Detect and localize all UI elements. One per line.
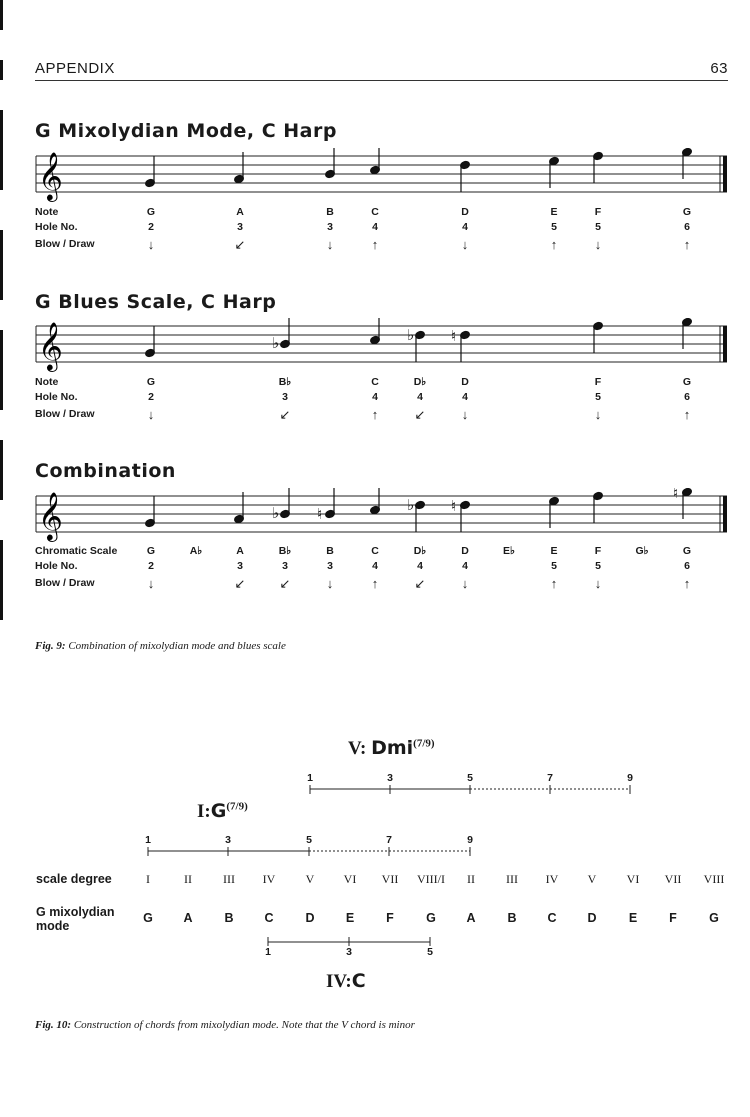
mode-label-line1: G mixolydian bbox=[36, 905, 115, 919]
note-name: A bbox=[236, 206, 244, 218]
scale-degree: VIII/I bbox=[417, 872, 445, 886]
note-name: E bbox=[550, 545, 558, 557]
hole-number: 2 bbox=[148, 221, 154, 233]
row-label-note: Note bbox=[35, 206, 59, 218]
blow-arrow-icon: ↑ bbox=[683, 407, 691, 422]
mode-note: F bbox=[669, 911, 677, 925]
mode-note: B bbox=[507, 911, 517, 925]
mode-note: A bbox=[183, 911, 193, 925]
note-name: B♭ bbox=[278, 545, 292, 557]
blow-arrow-icon: ↑ bbox=[550, 576, 558, 591]
bend-arrow-icon: ↙ bbox=[234, 237, 246, 252]
staff3-staff bbox=[0, 488, 750, 548]
scale-degree: I bbox=[146, 872, 150, 886]
bend-arrow-icon: ↙ bbox=[414, 576, 426, 591]
staff1-staff bbox=[0, 148, 750, 208]
mode-note: A bbox=[466, 911, 476, 925]
note-name: F bbox=[594, 545, 602, 557]
mode-label-line2: mode bbox=[36, 919, 70, 933]
page-number: 63 bbox=[710, 60, 728, 77]
scale-degree: II bbox=[184, 872, 192, 886]
chord-v-roman: V: bbox=[348, 738, 367, 759]
chord-degree: 5 bbox=[427, 946, 433, 958]
blow-arrow-icon: ↑ bbox=[683, 576, 691, 591]
chord-degree: 1 bbox=[145, 834, 151, 846]
note-name: G bbox=[146, 206, 156, 218]
scale-degree: IV bbox=[545, 872, 559, 886]
fig9-label: Fig. 9: bbox=[35, 640, 66, 652]
blow-arrow-icon: ↑ bbox=[371, 407, 379, 422]
row-label-blow-draw: Blow / Draw bbox=[35, 577, 95, 589]
row-label-hole: Hole No. bbox=[35, 560, 78, 572]
note-name: G bbox=[682, 376, 692, 388]
draw-arrow-icon: ↓ bbox=[461, 407, 469, 422]
chord-degree: 9 bbox=[467, 834, 473, 846]
flat-icon: ♭ bbox=[407, 326, 415, 344]
chord-v-ext: (7/9) bbox=[413, 737, 435, 750]
hole-number: 3 bbox=[237, 221, 243, 233]
hole-number: 4 bbox=[462, 560, 468, 572]
hole-number: 6 bbox=[684, 221, 690, 233]
note-name: A♭ bbox=[189, 545, 203, 557]
staff1-title: G Mixolydian Mode, C Harp bbox=[35, 120, 337, 142]
chord-degree: 3 bbox=[225, 834, 231, 846]
note-name: D bbox=[461, 545, 469, 557]
chord-v-title bbox=[348, 737, 435, 760]
chord-degree: 9 bbox=[627, 772, 633, 784]
draw-arrow-icon: ↓ bbox=[147, 407, 155, 422]
hole-number: 6 bbox=[684, 391, 690, 403]
mode-note: G bbox=[426, 911, 436, 925]
mode-note: F bbox=[386, 911, 394, 925]
hole-number: 4 bbox=[462, 391, 468, 403]
row-label-blow-draw: Blow / Draw bbox=[35, 238, 95, 250]
note-name: E♭ bbox=[503, 545, 515, 557]
blow-arrow-icon: ↑ bbox=[550, 237, 558, 252]
note-name: D bbox=[461, 376, 469, 388]
draw-arrow-icon: ↓ bbox=[594, 576, 602, 591]
note-name: F bbox=[594, 206, 602, 218]
fig9-caption bbox=[35, 640, 286, 652]
chord-i-roman: I: bbox=[197, 801, 211, 822]
row-label-blow-draw: Blow / Draw bbox=[35, 408, 95, 420]
natural-icon: ♮ bbox=[317, 505, 323, 523]
row-label-note: Note bbox=[35, 376, 59, 388]
hole-number: 3 bbox=[282, 560, 288, 572]
scale-degree-label: scale degree bbox=[36, 872, 112, 886]
hole-number: 3 bbox=[282, 391, 288, 403]
mode-note: D bbox=[305, 911, 315, 925]
hole-number: 5 bbox=[551, 560, 557, 572]
note-name: G bbox=[682, 545, 692, 557]
treble-clef-icon: 𝄞 bbox=[38, 491, 63, 540]
bend-arrow-icon: ↙ bbox=[279, 407, 291, 422]
note-name: A bbox=[236, 545, 244, 557]
note-name: C bbox=[371, 376, 379, 388]
hole-number: 5 bbox=[551, 221, 557, 233]
staff1-notes bbox=[145, 148, 693, 192]
note-name: F bbox=[594, 376, 602, 388]
hole-number: 2 bbox=[148, 560, 154, 572]
staff3-title: Combination bbox=[35, 460, 176, 482]
row-label-hole: Hole No. bbox=[35, 391, 78, 403]
hole-number: 4 bbox=[372, 221, 378, 233]
chord-degree: 3 bbox=[346, 946, 352, 958]
hole-number: 5 bbox=[595, 221, 601, 233]
hole-number: 4 bbox=[417, 560, 423, 572]
hole-number: 6 bbox=[684, 560, 690, 572]
hole-number: 2 bbox=[148, 391, 154, 403]
bend-arrow-icon: ↙ bbox=[279, 576, 291, 591]
note-name: E bbox=[550, 206, 558, 218]
scale-degree: IV bbox=[262, 872, 276, 886]
draw-arrow-icon: ↓ bbox=[461, 237, 469, 252]
draw-arrow-icon: ↓ bbox=[461, 576, 469, 591]
page-edge-mark bbox=[0, 230, 3, 300]
chord-i-ext: (7/9) bbox=[226, 800, 248, 813]
scale-degree: VII bbox=[381, 872, 399, 886]
chord-degree: 5 bbox=[467, 772, 473, 784]
fig9-text: Combination of mixolydian mode and blues scale bbox=[68, 640, 286, 652]
mode-note: E bbox=[628, 911, 638, 925]
mode-note: B bbox=[224, 911, 234, 925]
natural-icon: ♮ bbox=[451, 327, 457, 345]
mode-note: C bbox=[547, 911, 557, 925]
natural-icon: ♮ bbox=[673, 488, 679, 502]
header-section: APPENDIX bbox=[35, 60, 115, 77]
page-edge-mark bbox=[0, 60, 3, 80]
fig10-text: Construction of chords from mixolydian mode. Note that the V chord is minor bbox=[73, 1019, 415, 1031]
hole-number: 4 bbox=[462, 221, 468, 233]
blow-arrow-icon: ↑ bbox=[683, 237, 691, 252]
hole-number: 3 bbox=[327, 221, 333, 233]
row-label-hole: Hole No. bbox=[35, 221, 78, 233]
blow-arrow-icon: ↑ bbox=[371, 576, 379, 591]
treble-clef-icon: 𝄞 bbox=[38, 321, 63, 370]
scale-degree: VII bbox=[664, 872, 682, 886]
bend-arrow-icon: ↙ bbox=[234, 576, 246, 591]
note-name: G bbox=[146, 376, 156, 388]
draw-arrow-icon: ↓ bbox=[147, 237, 155, 252]
bend-arrow-icon: ↙ bbox=[414, 407, 426, 422]
staff2-staff bbox=[0, 318, 750, 378]
header-rule bbox=[35, 80, 728, 81]
draw-arrow-icon: ↓ bbox=[147, 576, 155, 591]
hole-number: 4 bbox=[417, 391, 423, 403]
scale-degree: VI bbox=[343, 872, 357, 886]
chord-v-name: Dmi bbox=[371, 737, 414, 759]
chord-i-name: G bbox=[210, 800, 227, 822]
note-name: B bbox=[326, 545, 334, 557]
row-label-chromatic: Chromatic Scale bbox=[35, 545, 118, 557]
mode-note: G bbox=[709, 911, 719, 925]
hole-number: 4 bbox=[372, 560, 378, 572]
draw-arrow-icon: ↓ bbox=[326, 237, 334, 252]
draw-arrow-icon: ↓ bbox=[326, 576, 334, 591]
scale-degree: V bbox=[305, 872, 315, 886]
page-edge-mark bbox=[0, 540, 3, 620]
draw-arrow-icon: ↓ bbox=[594, 237, 602, 252]
draw-arrow-icon: ↓ bbox=[594, 407, 602, 422]
mode-note: D bbox=[587, 911, 597, 925]
note-name: G bbox=[682, 206, 692, 218]
staff3-notes bbox=[145, 488, 693, 532]
note-name: C bbox=[371, 545, 379, 557]
mode-note: C bbox=[264, 911, 274, 925]
chord-degree: 1 bbox=[265, 946, 271, 958]
hole-number: 3 bbox=[327, 560, 333, 572]
chord-degree: 3 bbox=[387, 772, 393, 784]
chord-iv-name: C bbox=[351, 970, 366, 992]
flat-icon: ♭ bbox=[272, 334, 280, 352]
note-name: G♭ bbox=[635, 545, 649, 557]
hole-number: 5 bbox=[595, 560, 601, 572]
staff2-notes bbox=[145, 318, 693, 362]
note-name: B bbox=[326, 206, 334, 218]
note-name: D♭ bbox=[413, 376, 427, 388]
flat-icon: ♭ bbox=[272, 504, 280, 522]
note-name: C bbox=[371, 206, 379, 218]
note-name: D bbox=[461, 206, 469, 218]
fig10-label: Fig. 10: bbox=[35, 1019, 72, 1031]
note-name: B♭ bbox=[278, 376, 292, 388]
chord-degree: 7 bbox=[547, 772, 553, 784]
scale-degree: III bbox=[506, 872, 518, 886]
flat-icon: ♭ bbox=[407, 496, 415, 514]
scale-degree: VI bbox=[626, 872, 640, 886]
mode-note: G bbox=[143, 911, 153, 925]
scale-degree: III bbox=[223, 872, 235, 886]
staff2-title: G Blues Scale, C Harp bbox=[35, 291, 277, 313]
blow-arrow-icon: ↑ bbox=[371, 237, 379, 252]
hole-number: 4 bbox=[372, 391, 378, 403]
natural-icon: ♮ bbox=[451, 497, 457, 515]
treble-clef-icon: 𝄞 bbox=[38, 151, 63, 200]
fig10-caption bbox=[35, 1019, 415, 1031]
chord-iv-roman: IV: bbox=[326, 971, 352, 992]
chord-degree: 7 bbox=[386, 834, 392, 846]
chord-degree: 5 bbox=[306, 834, 312, 846]
hole-number: 3 bbox=[237, 560, 243, 572]
note-name: D♭ bbox=[413, 545, 427, 557]
page-edge-mark bbox=[0, 0, 3, 30]
note-name: G bbox=[146, 545, 156, 557]
scale-degree: V bbox=[587, 872, 597, 886]
scale-degree: VIII bbox=[703, 872, 725, 886]
chord-degree: 1 bbox=[307, 772, 313, 784]
hole-number: 5 bbox=[595, 391, 601, 403]
scale-degree: II bbox=[467, 872, 475, 886]
mode-note: E bbox=[345, 911, 355, 925]
